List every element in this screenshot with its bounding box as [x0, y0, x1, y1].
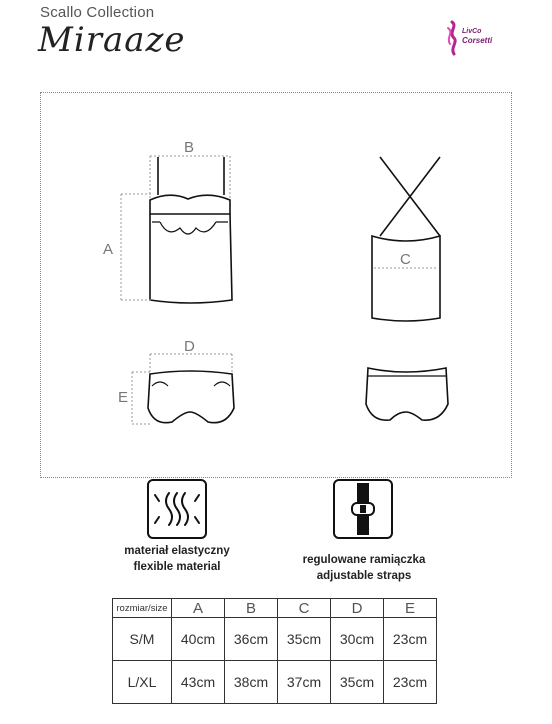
col-d: D: [331, 599, 384, 618]
col-e: E: [384, 599, 437, 618]
label-c: C: [400, 251, 411, 268]
brand-name-line2: Corsetti: [462, 36, 493, 45]
label-d: D: [184, 338, 195, 355]
feature-line-pl: materiał elastyczny: [124, 545, 230, 557]
col-b: B: [225, 599, 278, 618]
feature-flexible-material: [77, 543, 277, 575]
elastic-waves-icon: [149, 481, 205, 537]
product-title: Miraaze: [38, 20, 186, 60]
feature-adjustable-straps: [264, 552, 464, 584]
measure-e: [132, 372, 150, 424]
measure-d: [150, 354, 232, 372]
label-a: A: [103, 241, 114, 258]
shorts-back-drawing: [366, 368, 448, 420]
label-b: B: [184, 139, 195, 156]
table-cell: 36cm: [225, 618, 278, 661]
table-cell: 37cm: [278, 661, 331, 704]
table-cell: 40cm: [172, 618, 225, 661]
camisole-front-drawing: [150, 157, 232, 303]
table-row: [113, 618, 437, 661]
camisole-back-drawing: [372, 157, 440, 321]
table-cell: 23cm: [384, 618, 437, 661]
col-c: C: [278, 599, 331, 618]
table-row: [113, 661, 437, 704]
col-a: A: [172, 599, 225, 618]
feature-line-en: adjustable straps: [316, 570, 412, 582]
shorts-front-drawing: [148, 371, 234, 423]
feature-line-en: flexible material: [133, 561, 221, 573]
size-corner-cell: rozmiar/size: [113, 599, 172, 618]
elastic-material-box: [147, 479, 207, 539]
label-e: E: [118, 389, 129, 406]
table-cell: 23cm: [384, 661, 437, 704]
brand-name-line1: LivCo: [462, 28, 482, 35]
collection-name: Scallo Collection: [40, 4, 155, 21]
size-label: S/M: [113, 618, 172, 661]
table-cell: 43cm: [172, 661, 225, 704]
table-cell: 35cm: [278, 618, 331, 661]
table-cell: 38cm: [225, 661, 278, 704]
measure-a: [121, 194, 152, 300]
table-cell: 30cm: [331, 618, 384, 661]
size-table: [112, 598, 437, 704]
measure-b: [150, 156, 230, 200]
feature-line-pl: regulowane ramiączka: [302, 554, 426, 566]
table-cell: 35cm: [331, 661, 384, 704]
size-label: L/XL: [113, 661, 172, 704]
adjustable-straps-box: [333, 479, 393, 539]
size-table-header: [113, 599, 437, 618]
adjustable-strap-icon: [335, 481, 391, 537]
